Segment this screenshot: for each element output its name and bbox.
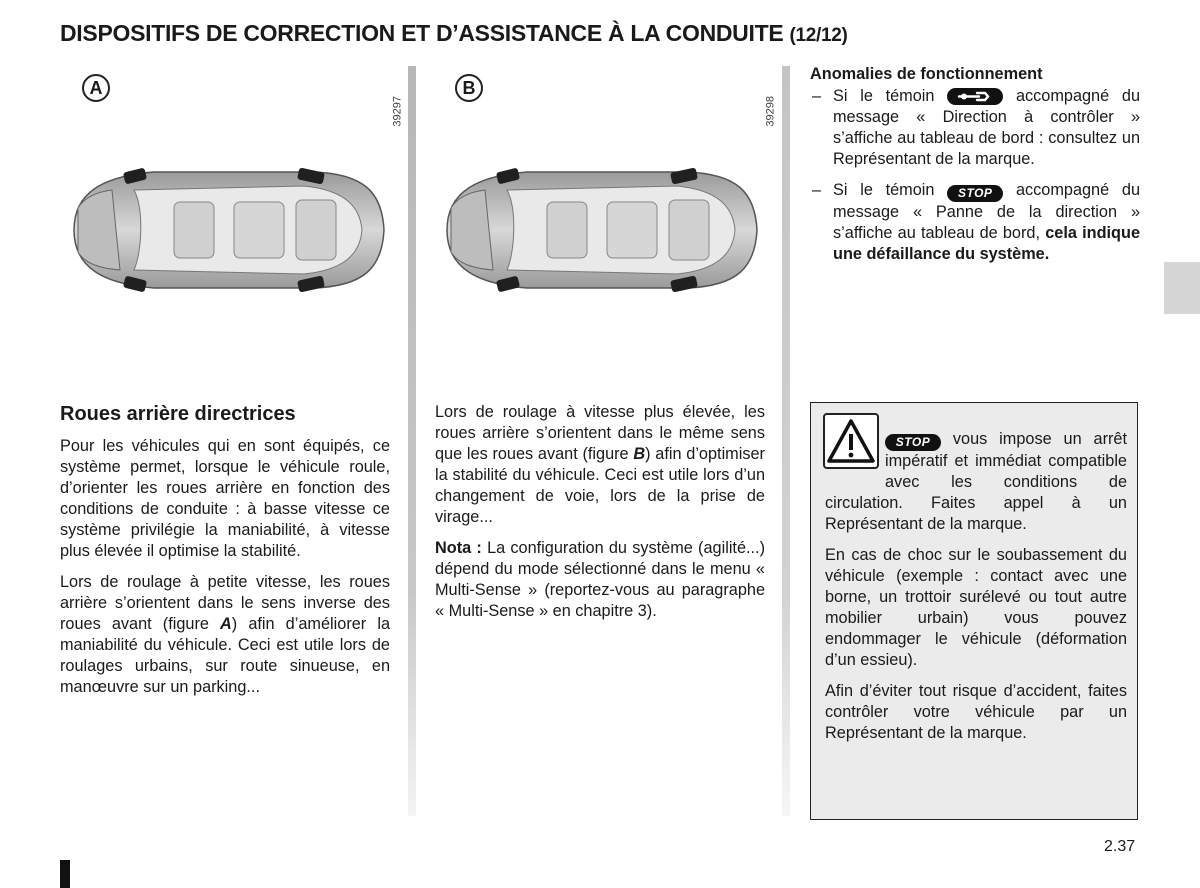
page-title-suffix: (12/12) (789, 25, 848, 46)
section-heading: Roues arrière directrices (60, 403, 296, 425)
figure-a-code: 39297 (392, 96, 404, 127)
page-title-text: DISPOSITIFS DE CORRECTION ET D’ASSISTANCE À LA CONDUITE (60, 20, 784, 46)
car-top-view-rear-same-illustration (437, 162, 761, 298)
stop-warning-icon: STOP (947, 185, 1003, 202)
anomalies-list (810, 86, 1140, 265)
figure-b-code: 39298 (765, 96, 777, 127)
stop-warning-icon: STOP (885, 434, 941, 451)
column-c (810, 64, 1140, 275)
list-dash: – (812, 87, 822, 105)
figure-reference: B (633, 445, 646, 463)
anomalies-heading: Anomalies de fonctionnement (810, 65, 1043, 83)
warning-text (825, 429, 1127, 754)
warning-box (810, 402, 1138, 820)
figure-a-letter: A (82, 74, 110, 102)
text-run: Si le témoin (833, 181, 935, 199)
figure-b-letter: B (455, 74, 483, 102)
steering-wrench-icon (947, 88, 1003, 105)
paragraph: Afin d’éviter tout risque d’accident, faites contrôler votre véhicule par un Représentant de la marque. (825, 682, 1127, 742)
column-b (435, 402, 765, 632)
text-run: Lors de roulage à petite vitesse, les roues arrière s’orientent dans le sens inverse des roues avant (figure (60, 573, 390, 633)
float-spacer (825, 429, 885, 473)
paragraph (435, 402, 765, 528)
text-run: accompagné du message « Panne de la direction » s’affiche au tableau de bord, (833, 181, 1140, 242)
text-run: accompagné du message « Direction à contrôler » s’affiche au tableau de bord : consultez un Représentant de la marque. (833, 87, 1140, 168)
car-top-view-rear-opposite-illustration (64, 162, 388, 298)
text-run: Lors de roulage à vitesse plus élevée, les roues arrière s’orientent dans le même sens que les roues avant (figure (435, 403, 765, 463)
list-item (810, 86, 1140, 170)
nota-label: Nota : (435, 539, 482, 557)
figure-a (60, 66, 404, 386)
paragraph (60, 572, 390, 698)
figure-reference: A (220, 615, 232, 633)
chapter-tab (1164, 262, 1200, 314)
figure-b (433, 66, 777, 386)
list-item (810, 180, 1140, 265)
paragraph: Pour les véhicules qui en sont équipés, ce système permet, lorsque le véhicule roule, d’orienter les roues arrière en fonction des conditions de conduite : à basse vitesse ce système privilégie la maniabilité, à vitesse plus élevée il optimise la stabilité. (60, 437, 390, 560)
text-run-bold: cela indique une défaillance du système. (833, 224, 1140, 263)
text-run: La configuration du système (agilité...) dépend du mode sélectionné dans le menu « Multi-Sense » (reportez-vous au paragraphe « Multi-Sense » en chapitre 3). (435, 539, 766, 620)
text-run: vous impose un arrêt impératif et immédiat compatible avec les conditions de circulation. Faites appel à un Représentant de la marque. (825, 430, 1127, 533)
column-a (60, 402, 390, 708)
paragraph (825, 429, 1127, 535)
text-run: Si le témoin (833, 87, 935, 105)
paragraph: En cas de choc sur le soubassement du véhicule (exemple : contact avec une borne, un trottoir surélevé ou tout autre mobilier urbain) vous pouvez endommager le véhicule (déformation d’un essieu). (825, 546, 1127, 669)
text-run: ) afin d’optimiser la stabilité du véhicule. Ceci est utile lors d’un changement de voie, lors de la prise de virage... (435, 445, 765, 526)
nota-paragraph (435, 538, 765, 622)
list-dash: – (812, 181, 822, 199)
column-divider-left (408, 66, 416, 816)
page-title (60, 20, 1060, 47)
column-divider-right (782, 66, 790, 816)
page-number: 2.37 (1104, 838, 1136, 855)
text-run: ) afin d’améliorer la maniabilité du véhicule. Ceci est utile lors de roulages urbains, sur route sinueuse, en manœuvre sur un parking... (60, 615, 390, 696)
corner-mark (60, 860, 70, 888)
